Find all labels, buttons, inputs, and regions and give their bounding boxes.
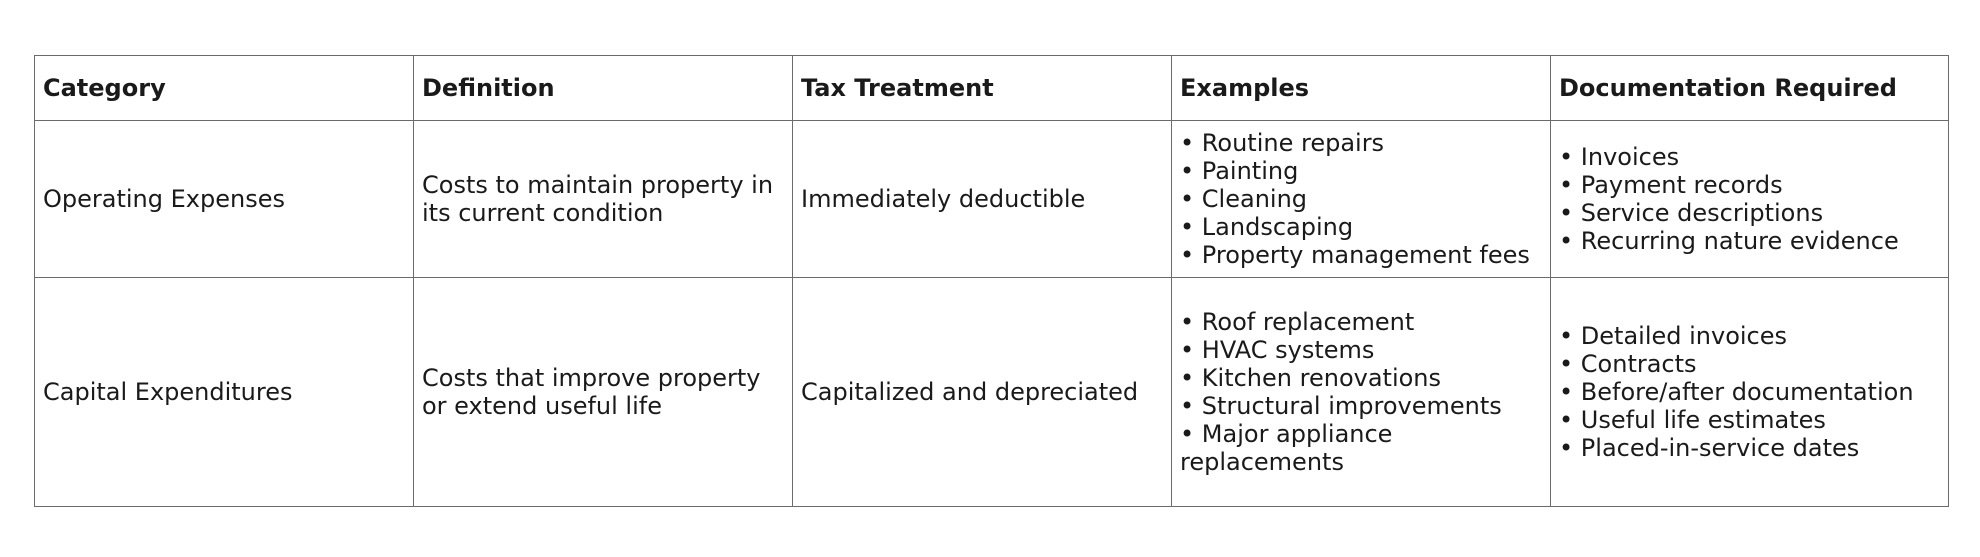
- list-item: • Service descriptions: [1559, 199, 1940, 227]
- header-category: Category: [35, 56, 414, 121]
- list-item: • Painting: [1180, 157, 1542, 185]
- documentation-list: [1559, 143, 1940, 255]
- list-item: • Roof replacement: [1180, 308, 1542, 336]
- list-item: • Cleaning: [1180, 185, 1542, 213]
- list-item: • Property management fees: [1180, 241, 1542, 269]
- header-documentation-required: Documentation Required: [1551, 56, 1949, 121]
- list-item: • Recurring nature evidence: [1559, 227, 1940, 255]
- header-definition: Definition: [414, 56, 793, 121]
- list-item: • Contracts: [1559, 350, 1940, 378]
- table-row-operating-expenses: [35, 121, 1949, 278]
- cell-definition: Costs that improve property or extend useful life: [414, 278, 793, 507]
- cell-category: Operating Expenses: [35, 121, 414, 278]
- list-item: • Major appliance replacements: [1180, 420, 1542, 476]
- list-item: • Landscaping: [1180, 213, 1542, 241]
- header-examples: Examples: [1172, 56, 1551, 121]
- list-item: • Payment records: [1559, 171, 1940, 199]
- cell-documentation: [1551, 121, 1949, 278]
- list-item: • Kitchen renovations: [1180, 364, 1542, 392]
- expense-category-table: [34, 55, 1949, 507]
- examples-list: [1180, 129, 1542, 269]
- cell-documentation: [1551, 278, 1949, 507]
- list-item: • Placed-in-service dates: [1559, 434, 1940, 462]
- list-item: • Routine repairs: [1180, 129, 1542, 157]
- table-row-capital-expenditures: [35, 278, 1949, 507]
- list-item: • Before/after documentation: [1559, 378, 1940, 406]
- list-item: • Structural improvements: [1180, 392, 1542, 420]
- cell-examples: [1172, 121, 1551, 278]
- cell-tax-treatment: Capitalized and depreciated: [793, 278, 1172, 507]
- list-item: • HVAC systems: [1180, 336, 1542, 364]
- documentation-list: [1559, 322, 1940, 462]
- cell-tax-treatment: Immediately deductible: [793, 121, 1172, 278]
- cell-category: Capital Expenditures: [35, 278, 414, 507]
- examples-list: [1180, 308, 1542, 476]
- list-item: • Invoices: [1559, 143, 1940, 171]
- cell-definition: Costs to maintain property in its current condition: [414, 121, 793, 278]
- list-item: • Detailed invoices: [1559, 322, 1940, 350]
- header-row: [35, 56, 1949, 121]
- header-tax-treatment: Tax Treatment: [793, 56, 1172, 121]
- list-item: • Useful life estimates: [1559, 406, 1940, 434]
- cell-examples: [1172, 278, 1551, 507]
